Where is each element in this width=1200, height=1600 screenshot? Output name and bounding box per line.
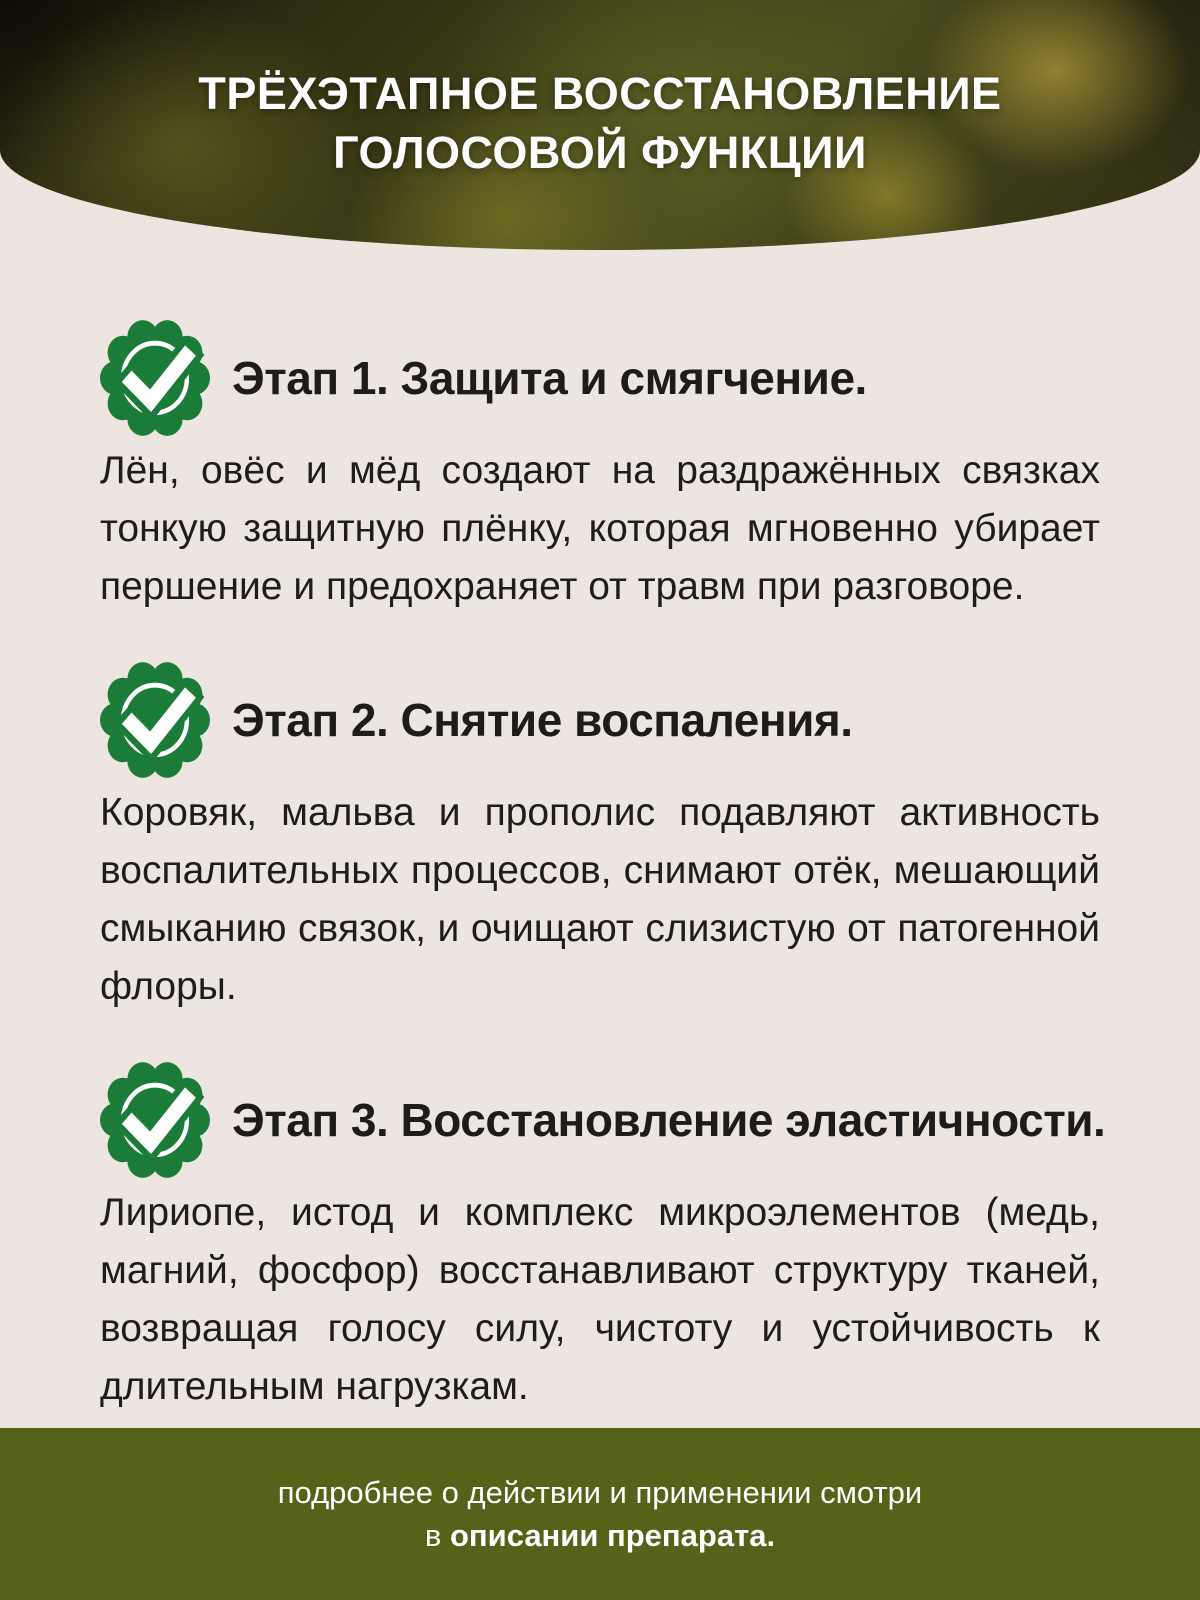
section-1-header (100, 318, 1100, 438)
page-title (198, 64, 1001, 182)
check-badge-icon (100, 660, 210, 780)
section-1-body: Лён, овёс и мёд создают на раздражённых связках тонкую защитную плёнку, которая мгновенно убирает першение и предохраняет от травм при разговоре. (100, 449, 1100, 608)
page-title-line2: ГОЛОСОВОЙ ФУНКЦИИ (333, 127, 867, 178)
section-3-body: Лириопе, истод и комплекс микроэлементов (медь, магний, фосфор) восстанавливают структуру тканей, возвращая голосу силу, чистоту и устойчивость к длительным нагрузкам. (100, 1191, 1100, 1408)
page-title-line1: ТРЁХЭТАПНОЕ ВОССТАНОВЛЕНИЕ (198, 68, 1002, 119)
footer-note-line2 (425, 1514, 775, 1557)
section-3-heading: Этап 3. Восстановление эластичности. (232, 1094, 1106, 1146)
section-2-body: Коровяк, мальва и прополис подавляют активность воспалительных процессов, снимают отёк, мешающий смыканию связок, и очищают слизистую от патогенной флоры. (100, 791, 1100, 1008)
header-photo (0, 0, 1200, 250)
check-badge-icon (100, 1060, 210, 1180)
section-3-header (100, 1060, 1106, 1180)
footer-note-bold: описании препарата. (449, 1518, 776, 1553)
section-1-heading: Этап 1. Защита и смягчение. (232, 352, 867, 404)
footer-note-line1: подробнее о действии и применении смотри (277, 1475, 923, 1510)
footer-bar (0, 1428, 1200, 1600)
section-stage-2 (100, 660, 1100, 1016)
check-badge-icon (100, 318, 210, 438)
section-stage-1 (100, 318, 1100, 616)
section-stage-3 (100, 1060, 1106, 1416)
content-area (0, 250, 1200, 1416)
footer-note-prefix: в (424, 1518, 450, 1553)
section-2-heading: Этап 2. Снятие воспаления. (232, 694, 853, 746)
section-2-header (100, 660, 1100, 780)
